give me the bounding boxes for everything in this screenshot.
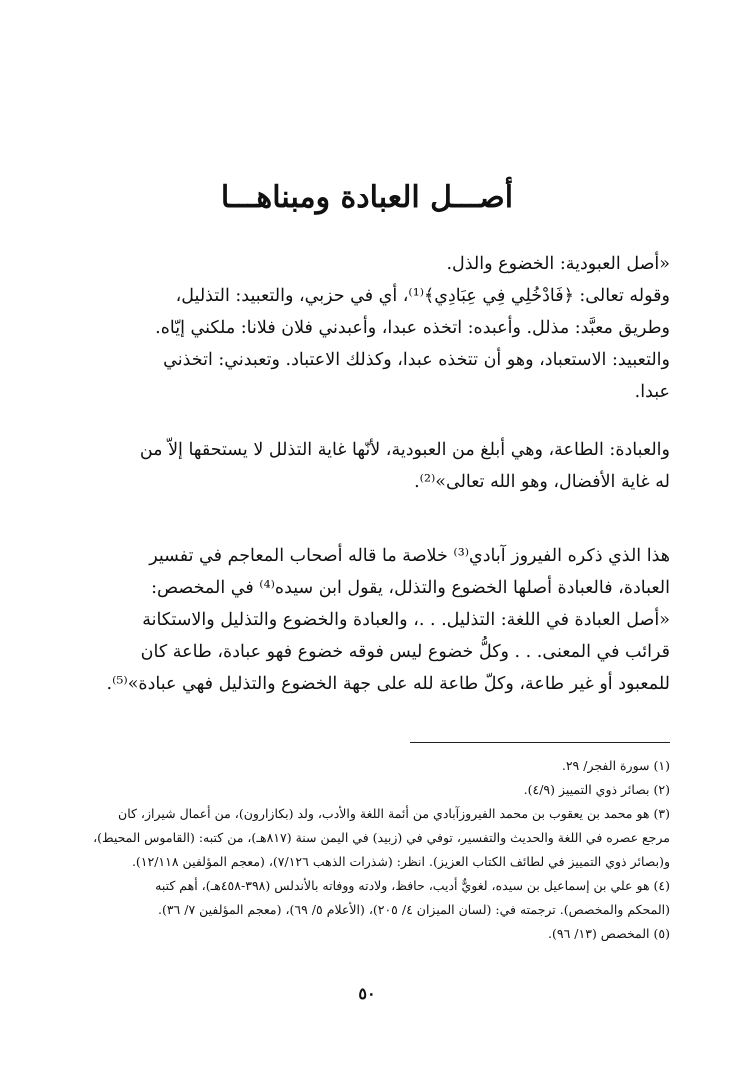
footnotes-list <box>60 754 670 946</box>
section-title: أصـــل العبادة ومبناهـــا <box>220 180 514 215</box>
footnote-line: و(بصائر ذوي التمييز في لطائف الكتاب العزيز). انظر: (شذرات الذهب ٧/١٢٦)، (معجم المؤلفين ١٢/١١٨). <box>131 854 670 869</box>
footnote-line: (٥) المخصص (١٣/ ٩٦). <box>548 926 670 941</box>
footnote-5 <box>60 922 670 946</box>
footnote-1 <box>60 754 670 778</box>
paragraph-line: العبادة، فالعبادة أصلها الخضوع والتذلل، يقول ابن سيده⁽⁴⁾ في المخصص: <box>151 578 670 598</box>
paragraph-line: قرائب في المعنى. . . وكلُّ خضوع ليس فوقه خضوع فهو عبادة، طاعة كان <box>140 642 670 662</box>
paragraph-line: والعبادة: الطاعة، وهي أبلغ من العبودية، لأنّها غاية التذلل لا يستحقها إلاّ من <box>139 440 670 460</box>
page-number: ٥٠ <box>358 984 376 1003</box>
paragraph-line: «أصل العبودية: الخضوع والذل. <box>446 254 670 274</box>
footnote-line: (٤) هو علي بن إسماعيل بن سيده، لغويٌّ أديب، حافظ، ولادته ووفاته بالأندلس (٣٩٨-٤٥٨هـ)، أهم كتبه <box>155 878 670 893</box>
paragraph-1 <box>60 248 670 408</box>
footnote-line: (٣) هو محمد بن يعقوب بن محمد الفيروزآبادي من أئمة اللغة والأدب، ولد (بكازارون)، من أعمال شيراز، كان <box>118 806 670 821</box>
paragraph-line: وقوله تعالى: ﴿فَادْخُلِي فِي عِبَادِي﴾⁽¹⁾، أي في حزبي، والتعبيد: التذليل، <box>175 286 670 306</box>
footnote-divider <box>410 742 670 743</box>
footnote-line: (المحكم والمخصص). ترجمته في: (لسان الميزان ٤/ ٢٠٥)، (الأعلام ٥/ ٦٩)، (معجم المؤلفين ٧/ ٣٦). <box>157 902 670 917</box>
paragraph-line: عبدا. <box>634 382 670 402</box>
paragraph-3 <box>60 540 670 700</box>
footnote-line: مرجع عصره في اللغة والحديث والتفسير، توفي في (زبيد) في اليمن سنة (٨١٧هـ)، من كتبه: (القاموس المحيط)، <box>93 830 670 845</box>
footnote-3 <box>60 802 670 874</box>
footnote-2 <box>60 778 670 802</box>
paragraph-2 <box>60 434 670 498</box>
footnote-line: (٢) بصائر ذوي التمييز (٤/٩). <box>523 782 670 797</box>
paragraph-line: له غاية الأفضال، وهو الله تعالى»⁽²⁾. <box>414 472 670 492</box>
paragraph-line: والتعبيد: الاستعباد، وهو أن تتخذه عبدا، وكذلك الاعتباد. وتعبدني: اتخذني <box>163 350 670 370</box>
paragraph-line: هذا الذي ذكره الفيروز آبادي⁽³⁾ خلاصة ما قاله أصحاب المعاجم في تفسير <box>149 546 670 566</box>
paragraph-line: «أصل العبادة في اللغة: التذليل. . .، والعبادة والخضوع والتذليل والاستكانة <box>142 610 670 630</box>
paragraph-line: وطريق معبَّد: مذلل. وأعبده: اتخذه عبدا، وأعبدني فلان فلانا: ملكني إيّاه. <box>155 318 670 338</box>
footnote-line: (١) سورة الفجر/ ٢٩. <box>561 758 670 773</box>
paragraph-line: للمعبود أو غير طاعة، وكلّ طاعة لله على جهة الخضوع والتذليل فهي عبادة»⁽⁵⁾. <box>106 674 670 694</box>
footnote-4 <box>60 874 670 922</box>
